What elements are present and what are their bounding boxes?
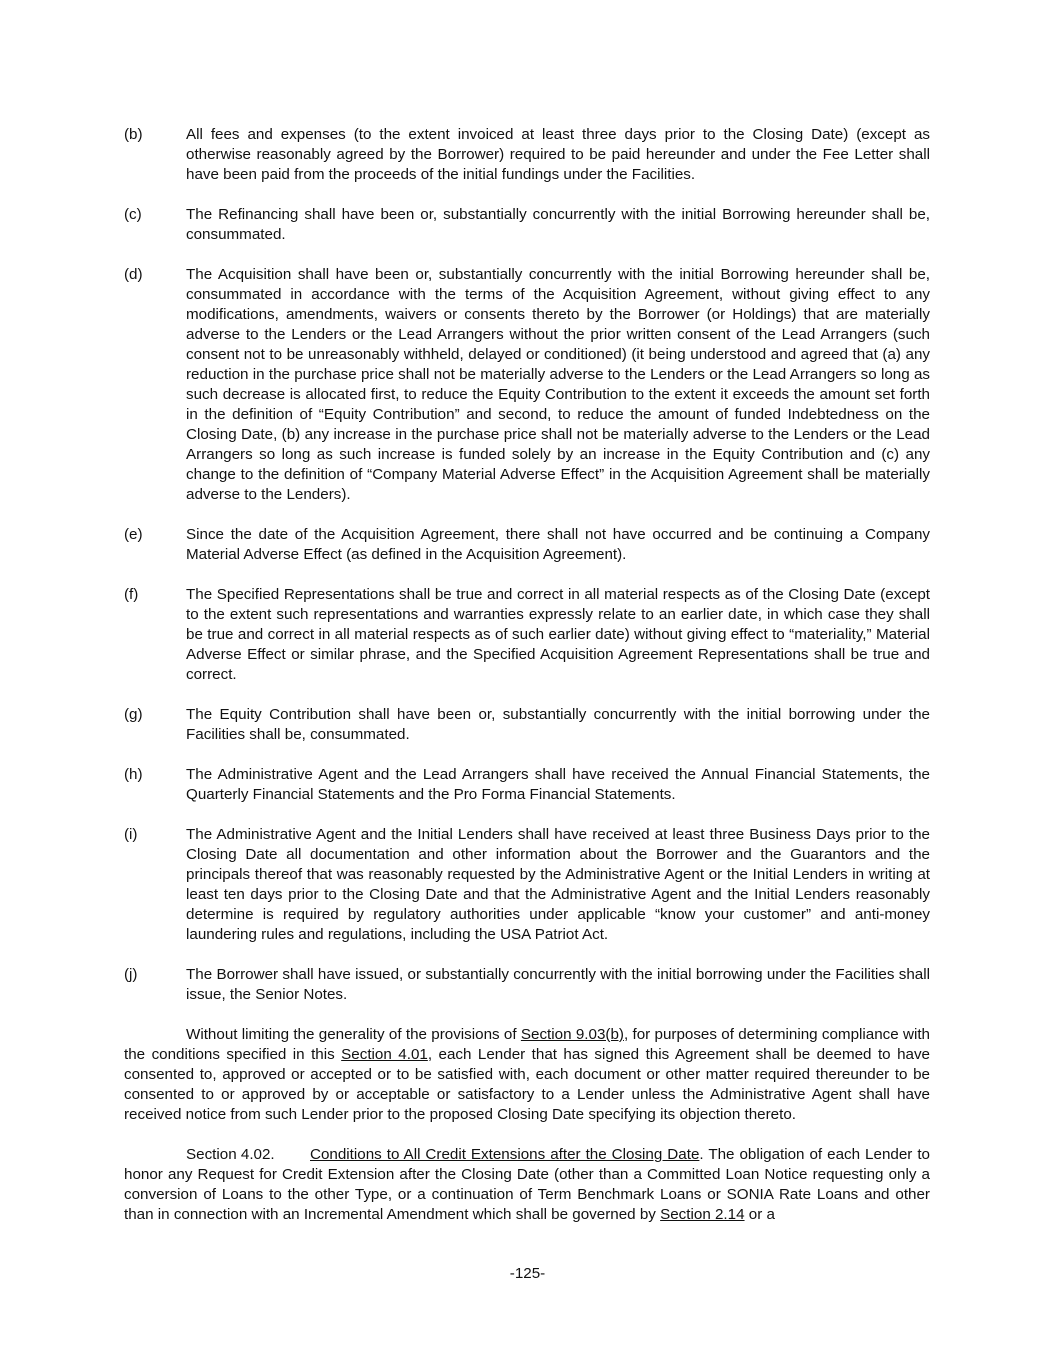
clause-h — [124, 765, 930, 805]
closing-text-2: , for purposes of determining compliance with the conditions specified in this — [124, 1026, 931, 1063]
clause-text: The Administrative Agent and the Lead Arrangers shall have received the Annual Financial Statements, the Quarterly Financial Statements and the Pro Forma Financial Statements. — [186, 766, 930, 803]
closing-paragraph — [124, 1025, 930, 1125]
clause-label: (f) — [124, 586, 139, 603]
clause-j — [124, 965, 930, 1005]
clause-f — [124, 585, 930, 685]
closing-text-1: Without limiting the generality of the provisions of — [186, 1026, 521, 1043]
section-reference: Section 4.01 — [341, 1046, 428, 1063]
closing-text-3: , each Lender that has signed this Agreement shall be deemed to have consented to, approved or accepted or to be satisfied with, each document or other matter required thereunder to be consented to or approved by or acceptable or satisfactory to a Lender unless the Administrative Agent shall have received notice from such Lender prior to the proposed Closing Date specifying its objection thereto. — [124, 1046, 930, 1123]
clause-label: (j) — [124, 966, 138, 983]
clause-c — [124, 205, 930, 245]
clause-text: The Equity Contribution shall have been or, substantially concurrently with the initial borrowing under the Facilities shall be, consummated. — [186, 706, 930, 743]
clause-d — [124, 265, 930, 505]
clause-label: (d) — [124, 266, 143, 283]
section-reference: Section 2.14 — [660, 1206, 745, 1223]
clause-text: The Administrative Agent and the Initial Lenders shall have received at least three Business Days prior to the Closing Date all documentation and other information about the Borrower and the Guarantors and the principals thereof that was reasonably requested by the Administrative Agent or the Initial Lenders in writing at least ten days prior to the Closing Date and that the Administrative Agent and the Initial Lenders reasonably determine is required by regulatory authorities under applicable “know your customer” and anti-money laundering rules and regulations, including the USA Patriot Act. — [186, 826, 930, 943]
page-number: -125- — [509, 1265, 546, 1282]
clause-text: The Specified Representations shall be true and correct in all material respects as of the Closing Date (except to the extent such representations and warranties expressly relate to an earlier date, in which case they shall be true and correct in all material respects as of such earlier date) without giving effect to “materiality,” Material Adverse Effect or similar phrase, and the Specified Acquisition Agreement Representations shall be true and correct. — [186, 586, 930, 683]
clause-label: (c) — [124, 206, 142, 223]
clause-g — [124, 705, 930, 745]
clause-label: (e) — [124, 526, 143, 543]
clause-e — [124, 525, 930, 565]
clause-text: The Borrower shall have issued, or substantially concurrently with the initial borrowing under the Facilities shall issue, the Senior Notes. — [186, 966, 930, 1003]
clause-text: The Acquisition shall have been or, substantially concurrently with the initial Borrowing hereunder shall be, consummated in accordance with the terms of the Acquisition Agreement, without giving effect to any modifications, amendments, waivers or consents thereto by the Borrower (or Holdings) that are materially adverse to the Lenders or the Lead Arrangers without the prior written consent of the Lead Arrangers (such consent not to be unreasonably withheld, delayed or conditioned) (it being understood and agreed that (a) any reduction in the purchase price shall not be materially adverse to the Lenders or the Lead Arrangers so long as such decrease is allocated first, to reduce the Equity Contribution to the extent it exceeds the amount set forth in the definition of “Equity Contribution” and second, to reduce the amount of funded Indebtedness on the Closing Date, (b) any increase in the purchase price shall not be materially adverse to the Lenders or the Lead Arrangers so long as such increase is funded solely by an increase in the Equity Contribution and (c) any change to the definition of “Company Material Adverse Effect” in the Acquisition Agreement shall be materially adverse to the Lenders). — [186, 266, 930, 503]
section-text-1: . The obligation of each Lender to honor any Request for Credit Extension after the Closing Date (other than a Committed Loan Notice requesting only a conversion of Loans to the other Type, or a continuation of Term Benchmark Loans or SONIA Rate Loans and other than in connection with an Incremental Amendment which shall be governed by — [124, 1146, 930, 1223]
clause-label: (b) — [124, 126, 143, 143]
section-number: Section 4.02. — [186, 1146, 275, 1163]
section-title: Conditions to All Credit Extensions after the Closing Date — [310, 1146, 700, 1163]
clause-text: The Refinancing shall have been or, substantially concurrently with the initial Borrowing hereunder shall be, consummated. — [186, 206, 930, 243]
clause-label: (g) — [124, 706, 143, 723]
section-reference: Section 9.03(b) — [520, 1026, 624, 1043]
clause-text: All fees and expenses (to the extent invoiced at least three days prior to the Closing Date) (except as otherwise reasonably agreed by the Borrower) required to be paid hereunder and under the Fee Letter shall have been paid from the proceeds of the initial fundings under the Facilities. — [186, 126, 930, 183]
clause-b — [124, 125, 930, 185]
clause-label: (i) — [124, 826, 138, 843]
clause-text: Since the date of the Acquisition Agreement, there shall not have occurred and be continuing a Company Material Adverse Effect (as defined in the Acquisition Agreement). — [186, 526, 930, 563]
clause-i — [124, 825, 930, 945]
section-4-02 — [124, 1145, 930, 1225]
clause-label: (h) — [124, 766, 143, 783]
section-text-2: or a — [744, 1206, 775, 1223]
